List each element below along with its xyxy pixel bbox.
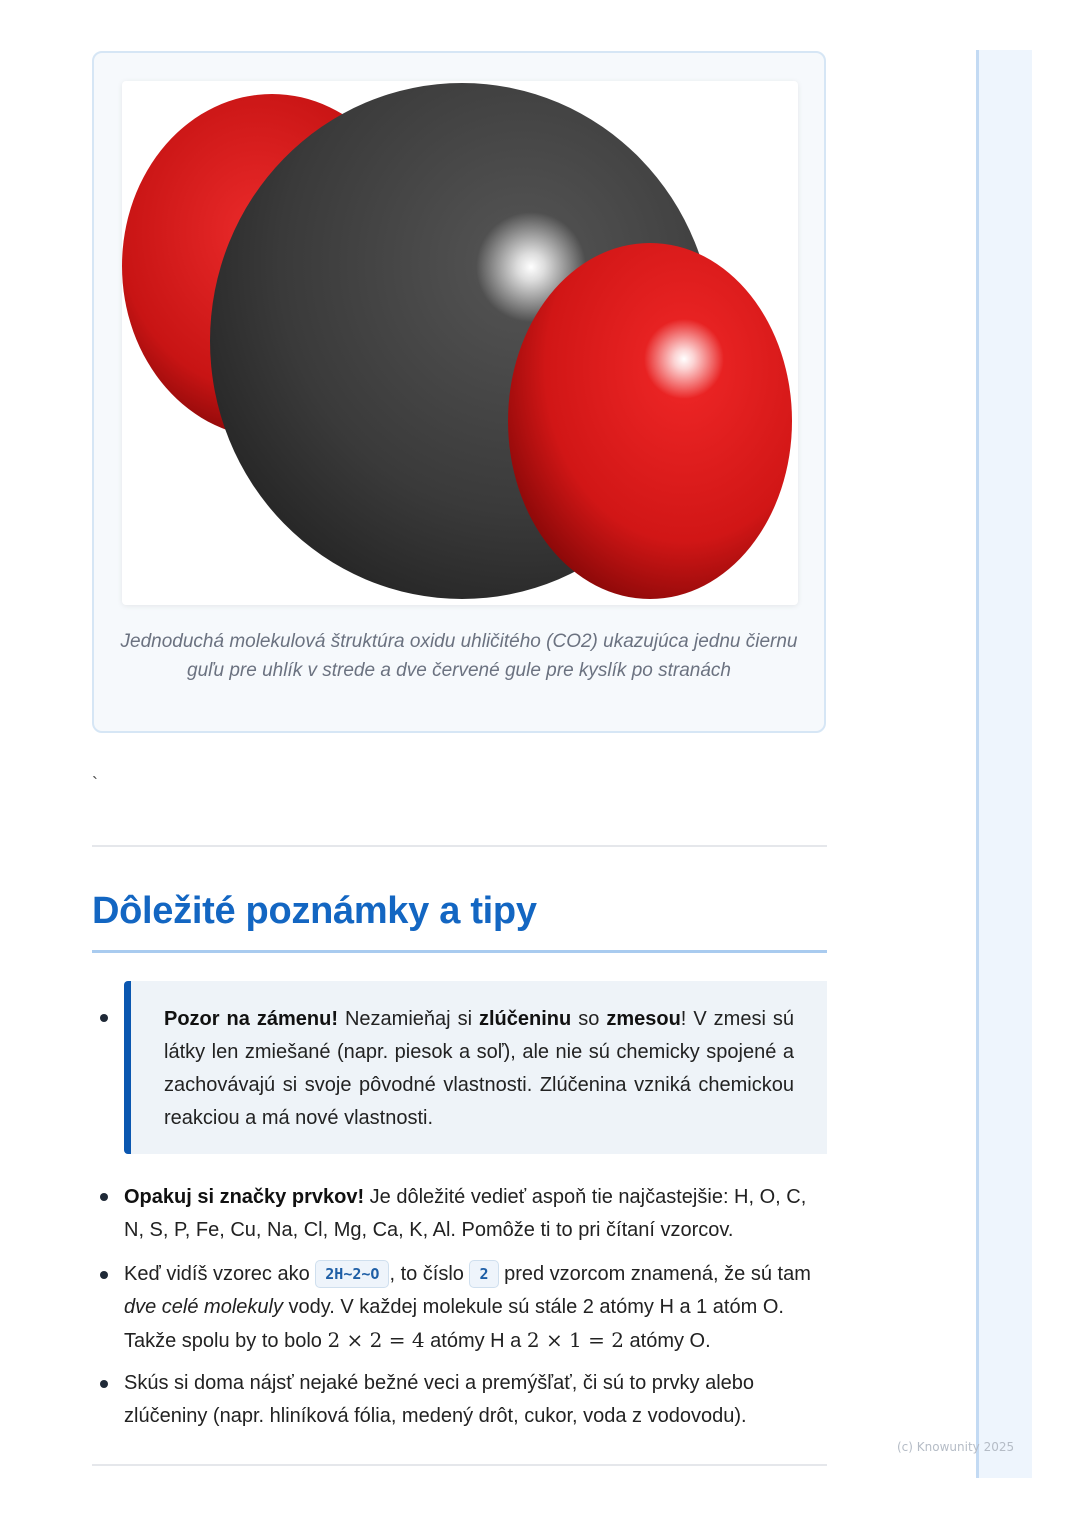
callout-bold-mixture: zmesou: [606, 1008, 681, 1030]
figure-card: [92, 51, 826, 733]
callout-text: Nezamieňaj si: [338, 1008, 479, 1030]
copyright-note: (c) Knowunity 2025: [897, 1440, 1015, 1454]
code-formula: 2H~2~O: [315, 1260, 389, 1288]
tip-text: Keď vidíš vzorec ako: [124, 1263, 316, 1285]
oxygen-highlight: [644, 319, 724, 399]
callout-bold-lead: Pozor na zámenu!: [164, 1008, 338, 1030]
callout-bold-compound: zlúčeninu: [479, 1008, 572, 1030]
code-coefficient: 2: [469, 1260, 498, 1288]
stray-backtick: `: [92, 774, 98, 794]
divider-bottom: [92, 1464, 827, 1466]
callout-text: ! V zmesi sú látky len zmiešané (napr. piesok a soľ), ale nie sú chemicky spojené a zachovávajú si svoje pôvodné vlastnosti. Zlúčenina vzniká chemickou reakciou a má nové vlastnosti.: [164, 1008, 794, 1129]
co2-molecule-image: [122, 81, 798, 605]
tip-text: atómy O.: [623, 1330, 711, 1352]
callout-text: so: [571, 1008, 607, 1030]
tip-text: Skús si doma nájsť nejaké bežné veci a premýšľať, či sú to prvky alebo zlúčeniny (napr. hliníková fólia, medený drôt, cukor, voda z vodovodu).: [124, 1372, 755, 1427]
tip-text: atómy H a: [424, 1330, 527, 1352]
tip-text: , to číslo: [389, 1263, 470, 1285]
oxygen-atom-right: [508, 243, 792, 599]
right-sidebar: [976, 50, 1032, 1478]
tip-formula-coefficient: [124, 1258, 829, 1358]
tip-text: Je dôležité vedieť aspoň tie najčastejšie: H, O, C, N, S, P, Fe, Cu, Na, Cl, Mg, Ca, K, Al. Pomôže ti to pri čítaní vzorcov.: [124, 1186, 807, 1241]
math-expression: 2 × 1 = 2: [526, 1328, 624, 1352]
tip-element-symbols: [124, 1181, 829, 1247]
tip-emphasis: dve celé molekuly: [124, 1296, 283, 1318]
divider-top: [92, 845, 827, 847]
title-underline: [92, 950, 827, 953]
section-title: Dôležité poznámky a tipy: [92, 890, 537, 932]
math-expression: 2 × 2 = 4: [327, 1328, 425, 1352]
warning-callout: [124, 981, 827, 1154]
bullet: [100, 1380, 108, 1388]
tip-bold-lead: Opakuj si značky prvkov!: [124, 1186, 365, 1208]
tip-text: vody. V každej molekule sú stále 2 atómy H a 1 atóm O. Takže spolu by to bolo: [124, 1296, 784, 1352]
bullet: [100, 1271, 108, 1279]
bullet: [100, 1193, 108, 1201]
tip-text: pred vzorcom znamená, že sú tam: [498, 1263, 811, 1285]
bullet: [100, 1014, 108, 1022]
tip-home-exercise: [124, 1367, 829, 1433]
figure-caption: Jednoduchá molekulová štruktúra oxidu uhličitého (CO2) ukazujúca jednu čiernu guľu pre uhlík v strede a dve červené gule pre kyslík po stranách: [120, 631, 798, 681]
